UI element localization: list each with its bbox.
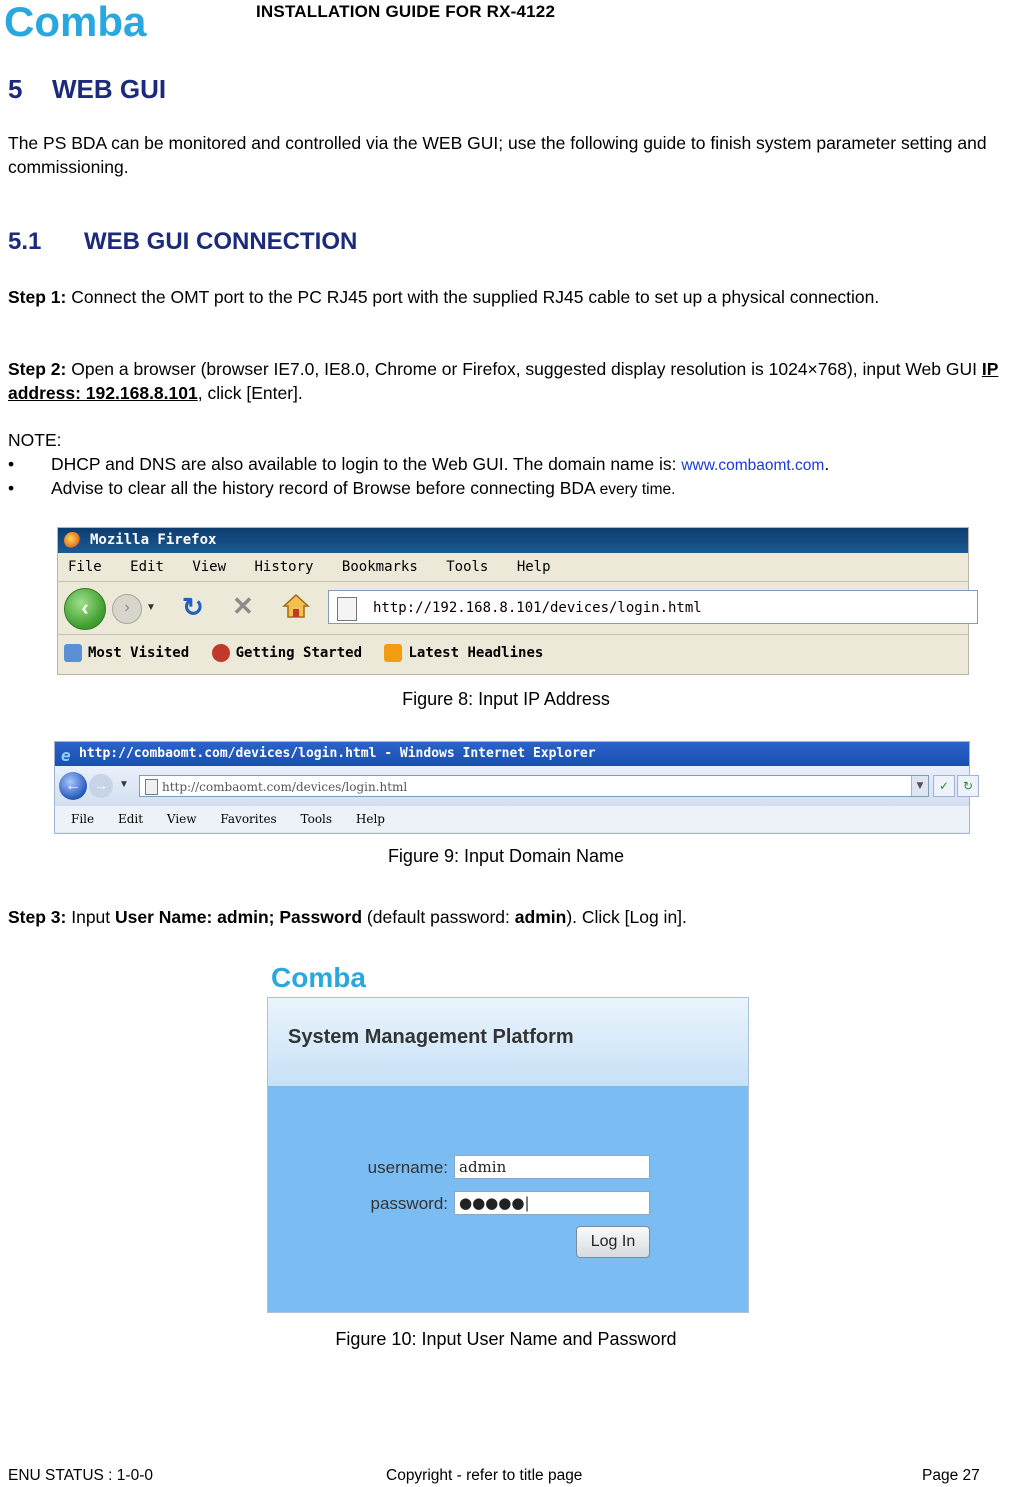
step2-ip-address: IP address: 192.168.8.101 bbox=[8, 359, 999, 403]
menu-tools[interactable]: Tools bbox=[300, 812, 333, 826]
menu-edit[interactable]: Edit bbox=[130, 559, 164, 575]
ie-nav-bar bbox=[55, 766, 974, 806]
menu-file[interactable]: File bbox=[68, 559, 102, 575]
step2-end: , click [Enter]. bbox=[197, 383, 303, 403]
password-label: password: bbox=[370, 1194, 448, 1213]
menu-history[interactable]: History bbox=[254, 559, 314, 575]
ie-title-bar bbox=[55, 742, 969, 766]
firefox-icon bbox=[64, 532, 81, 549]
page-icon bbox=[145, 779, 158, 795]
note-item-1 bbox=[8, 452, 829, 478]
menu-file[interactable]: File bbox=[71, 812, 95, 826]
firefox-menu-bar bbox=[58, 553, 968, 582]
note1-end: . bbox=[824, 454, 830, 474]
address-bar[interactable] bbox=[139, 775, 929, 797]
step3-c: (default password: bbox=[362, 907, 515, 927]
subsection-heading bbox=[8, 228, 357, 256]
note2-small: every time. bbox=[599, 481, 676, 498]
bookmark-most-visited[interactable] bbox=[64, 635, 189, 671]
ie-menu-bar bbox=[55, 806, 969, 832]
note1-text: DHCP and DNS are also available to login to the Web GUI. The domain name is: bbox=[51, 454, 682, 474]
note2-text: Advise to clear all the history record of Browse before connecting BDA bbox=[51, 478, 600, 498]
section-title: WEB GUI bbox=[52, 74, 167, 104]
menu-edit[interactable]: Edit bbox=[117, 812, 144, 826]
address-url: http://combaomt.com/devices/login.html bbox=[162, 780, 408, 794]
ie-icon: e bbox=[61, 746, 71, 765]
document-title: INSTALLATION GUIDE FOR RX-4122 bbox=[256, 2, 556, 21]
login-screenshot bbox=[267, 955, 749, 1313]
login-logo-text: Comba bbox=[271, 962, 366, 993]
back-arrow-icon[interactable]: ‹ bbox=[64, 588, 106, 630]
address-dropdown-icon[interactable]: ▼ bbox=[911, 776, 928, 796]
figure10-caption: Figure 10: Input User Name and Password bbox=[335, 1329, 677, 1349]
history-dropdown-icon[interactable]: ▼ bbox=[146, 602, 156, 613]
bookmark-label: Getting Started bbox=[235, 645, 363, 661]
refresh-icon[interactable]: ↻ bbox=[957, 775, 979, 797]
figure9-caption: Figure 9: Input Domain Name bbox=[387, 846, 625, 866]
menu-tools[interactable]: Tools bbox=[446, 559, 489, 575]
subsection-number: 5.1 bbox=[8, 228, 42, 255]
platform-title: System Management Platform bbox=[288, 1026, 574, 1048]
firefox-nav-bar bbox=[58, 582, 968, 635]
firefox-bookmark-icon bbox=[212, 644, 230, 662]
ie-window-title: http://combaomt.com/devices/login.html - Windows Internet Explorer bbox=[79, 746, 596, 761]
note-label: NOTE: bbox=[8, 430, 62, 450]
step3-default-password: admin bbox=[514, 907, 567, 927]
bullet: • bbox=[8, 454, 15, 474]
menu-help[interactable]: Help bbox=[355, 812, 385, 826]
step3-credentials: User Name: admin; Password bbox=[115, 907, 363, 927]
comba-logo bbox=[4, 2, 184, 44]
step3-paragraph bbox=[8, 905, 1008, 929]
history-dropdown-icon[interactable]: ▼ bbox=[119, 779, 129, 790]
domain-link[interactable]: www.combaomt.com bbox=[681, 457, 825, 474]
bookmark-label: Most Visited bbox=[88, 645, 190, 661]
footer-page-number: Page 27 bbox=[922, 1467, 980, 1484]
step3-a: Input bbox=[66, 907, 116, 927]
intro-paragraph: The PS BDA can be monitored and controlled via the WEB GUI; use the following guide to finish system parameter setting and commissioning. bbox=[8, 133, 987, 177]
username-label: username: bbox=[367, 1158, 448, 1177]
rss-icon bbox=[384, 644, 402, 662]
step3-label: Step 3: bbox=[8, 907, 67, 927]
firefox-title-bar bbox=[58, 528, 968, 553]
page-icon bbox=[337, 597, 357, 621]
bullet: • bbox=[8, 478, 15, 498]
figure8-caption: Figure 8: Input IP Address bbox=[402, 689, 610, 709]
login-button[interactable]: Log In bbox=[576, 1226, 650, 1258]
forward-arrow-icon[interactable]: › bbox=[112, 594, 142, 624]
menu-view[interactable]: View bbox=[192, 559, 227, 575]
step3-e: ). Click [Log in]. bbox=[566, 907, 687, 927]
footer-copyright: Copyright - refer to title page bbox=[386, 1467, 583, 1484]
menu-view[interactable]: View bbox=[166, 812, 197, 826]
step2-text: Open a browser (browser IE7.0, IE8.0, Chrome or Firefox, suggested display resolution is 1024×768), input Web GUI bbox=[66, 359, 982, 379]
back-arrow-icon[interactable]: ← bbox=[59, 772, 87, 800]
step2-label: Step 2: bbox=[8, 359, 67, 379]
section-number: 5 bbox=[8, 74, 23, 104]
login-panel bbox=[267, 997, 749, 1313]
address-bar[interactable] bbox=[328, 590, 978, 624]
footer-status: ENU STATUS : 1-0-0 bbox=[8, 1467, 153, 1484]
note-item-2 bbox=[8, 476, 675, 502]
most-visited-icon bbox=[64, 644, 82, 662]
subsection-title: WEB GUI CONNECTION bbox=[84, 228, 358, 255]
forward-arrow-icon[interactable]: → bbox=[89, 774, 113, 798]
address-url: http://192.168.8.101/devices/login.html bbox=[373, 600, 702, 616]
login-header bbox=[268, 998, 748, 1086]
menu-favorites[interactable]: Favorites bbox=[220, 812, 277, 826]
step1-paragraph bbox=[8, 285, 1008, 309]
bookmark-getting-started[interactable] bbox=[212, 635, 362, 671]
menu-help[interactable]: Help bbox=[516, 559, 551, 575]
bookmarks-toolbar bbox=[58, 635, 968, 671]
login-comba-logo bbox=[267, 955, 749, 999]
ie-screenshot bbox=[54, 741, 974, 834]
compatibility-icon[interactable]: ✓ bbox=[933, 775, 955, 797]
menu-bookmarks[interactable]: Bookmarks bbox=[341, 559, 418, 575]
step2-paragraph bbox=[8, 357, 1008, 405]
step1-text: Connect the OMT port to the PC RJ45 port with the supplied RJ45 cable to set up a physical connection. bbox=[66, 287, 880, 307]
firefox-screenshot bbox=[57, 527, 969, 675]
stop-icon[interactable]: ✕ bbox=[232, 591, 254, 621]
section-heading bbox=[8, 74, 166, 105]
reload-icon[interactable]: ↻ bbox=[182, 592, 204, 622]
firefox-window-title: Mozilla Firefox bbox=[90, 532, 217, 548]
comba-logo-text: Comba bbox=[4, 0, 147, 45]
username-input[interactable]: admin bbox=[454, 1155, 650, 1179]
bookmark-label: Latest Headlines bbox=[408, 645, 544, 661]
password-input[interactable]: ●●●●●| bbox=[454, 1191, 650, 1215]
bookmark-latest-headlines[interactable] bbox=[384, 635, 543, 671]
home-icon[interactable] bbox=[282, 592, 310, 620]
step1-label: Step 1: bbox=[8, 287, 67, 307]
